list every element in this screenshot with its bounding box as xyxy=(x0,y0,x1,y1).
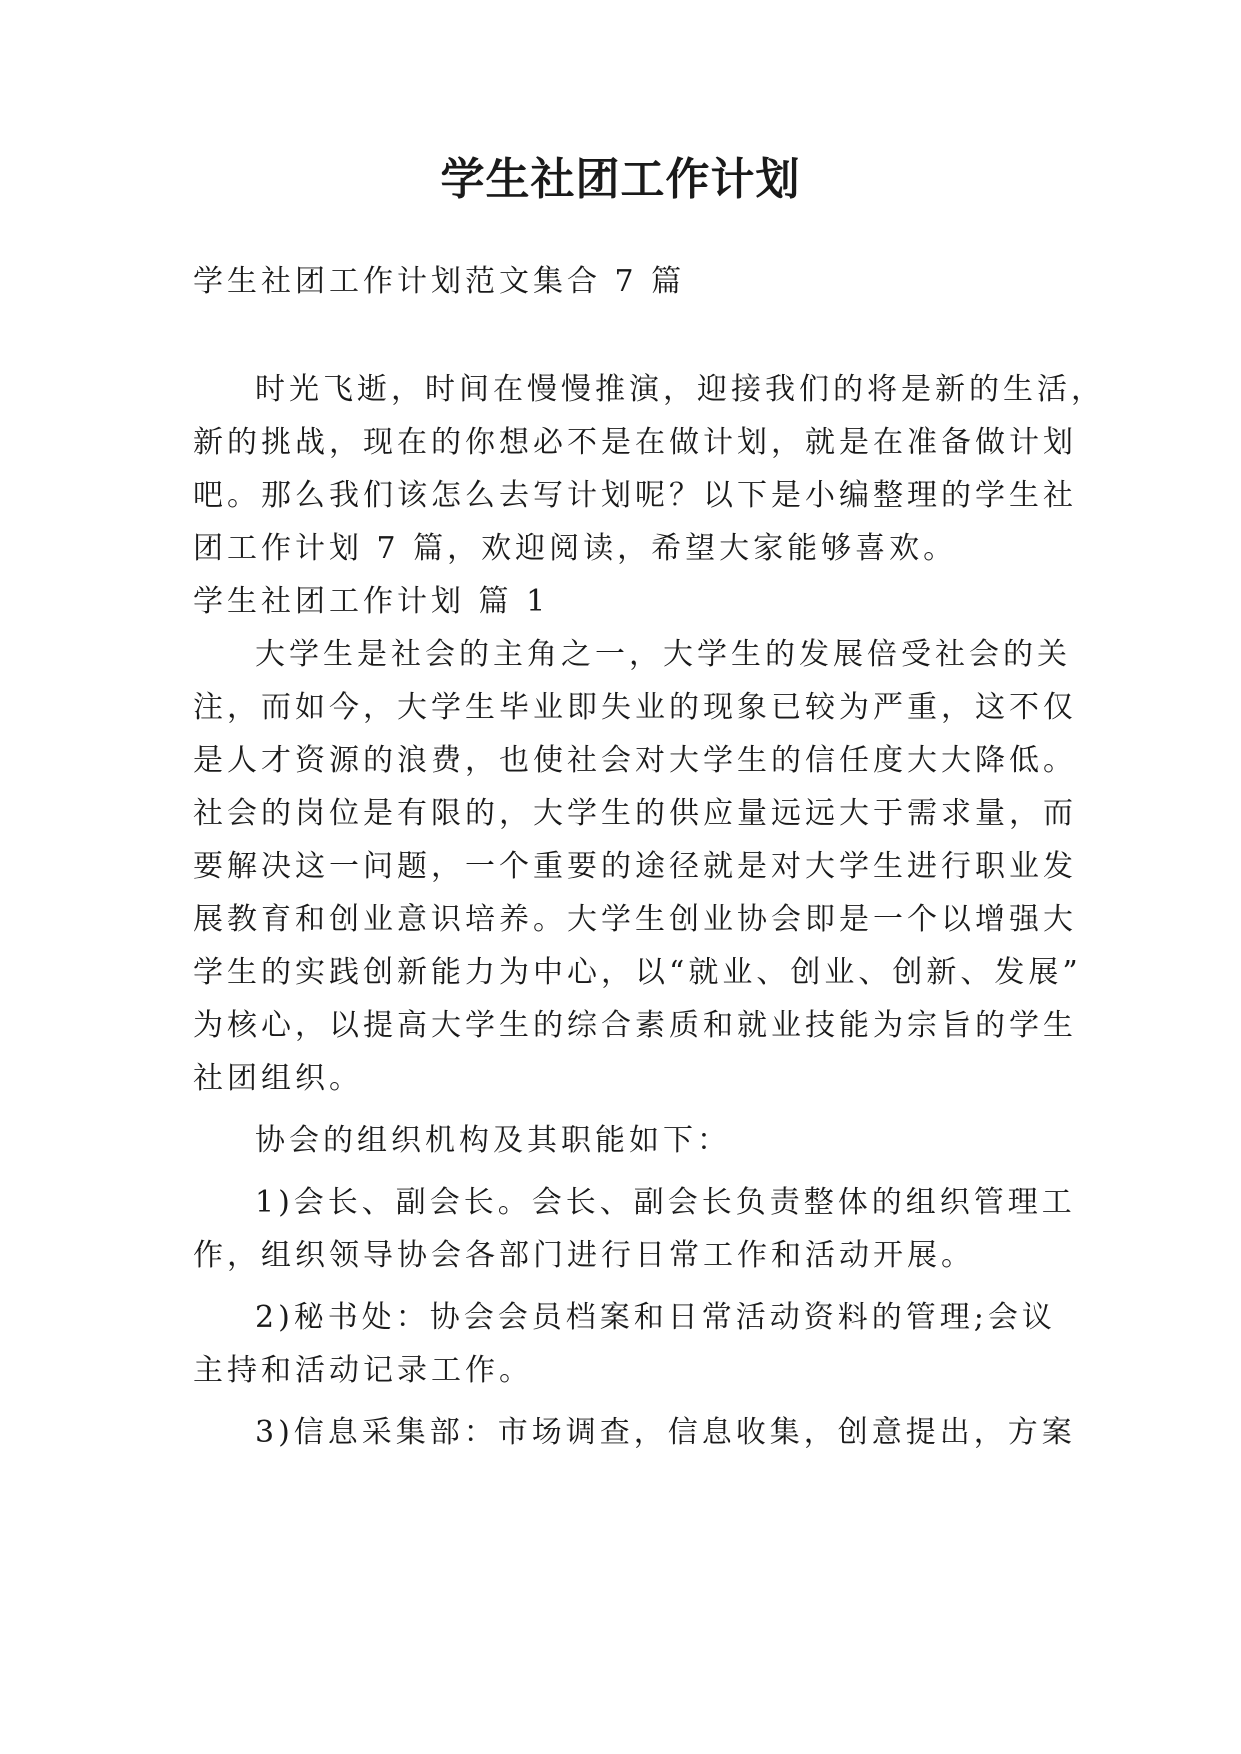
paragraph-line: 社会的岗位是有限的，大学生的供应量远远大于需求量，而 xyxy=(193,796,1077,831)
paragraph-line: 时光飞逝，时间在慢慢推演，迎接我们的将是新的生活， xyxy=(255,372,1105,407)
document-title: 学生社团工作计划 xyxy=(440,154,801,205)
list-item-line: 1)会长、副会长。会长、副会长负责整体的组织管理工 xyxy=(255,1185,1076,1220)
paragraph-line: 是人才资源的浪费，也使社会对大学生的信任度大大降低。 xyxy=(193,743,1077,778)
section-heading: 学生社团工作计划 篇 1 xyxy=(193,584,550,619)
paragraph-line: 社团组织。 xyxy=(193,1061,363,1096)
list-item-line: 2)秘书处：协会会员档案和日常活动资料的管理;会议 xyxy=(255,1300,1056,1335)
paragraph-line: 注，而如今，大学生毕业即失业的现象已较为严重，这不仅 xyxy=(193,690,1077,725)
paragraph-line: 学生的实践创新能力为中心，以“就业、创业、创新、发展” xyxy=(193,955,1082,990)
paragraph-line: 吧。那么我们该怎么去写计划呢？以下是小编整理的学生社 xyxy=(193,478,1077,513)
paragraph-line: 要解决这一问题，一个重要的途径就是对大学生进行职业发 xyxy=(193,849,1077,884)
list-item-line: 主持和活动记录工作。 xyxy=(193,1353,533,1388)
paragraph-line: 为核心，以提高大学生的综合素质和就业技能为宗旨的学生 xyxy=(193,1008,1077,1043)
paragraph-line: 展教育和创业意识培养。大学生创业协会即是一个以增强大 xyxy=(193,902,1077,937)
document-subtitle: 学生社团工作计划范文集合 7 篇 xyxy=(193,264,686,299)
list-item-line: 作，组织领导协会各部门进行日常工作和活动开展。 xyxy=(193,1238,975,1273)
paragraph-line: 大学生是社会的主角之一，大学生的发展倍受社会的关 xyxy=(255,637,1071,672)
paragraph-line: 团工作计划 7 篇，欢迎阅读，希望大家能够喜欢。 xyxy=(193,531,958,566)
list-item-line: 3)信息采集部：市场调查，信息收集，创意提出，方案 xyxy=(255,1415,1076,1450)
paragraph-line: 新的挑战，现在的你想必不是在做计划，就是在准备做计划 xyxy=(193,425,1077,460)
paragraph-line: 协会的组织机构及其职能如下： xyxy=(255,1123,731,1158)
